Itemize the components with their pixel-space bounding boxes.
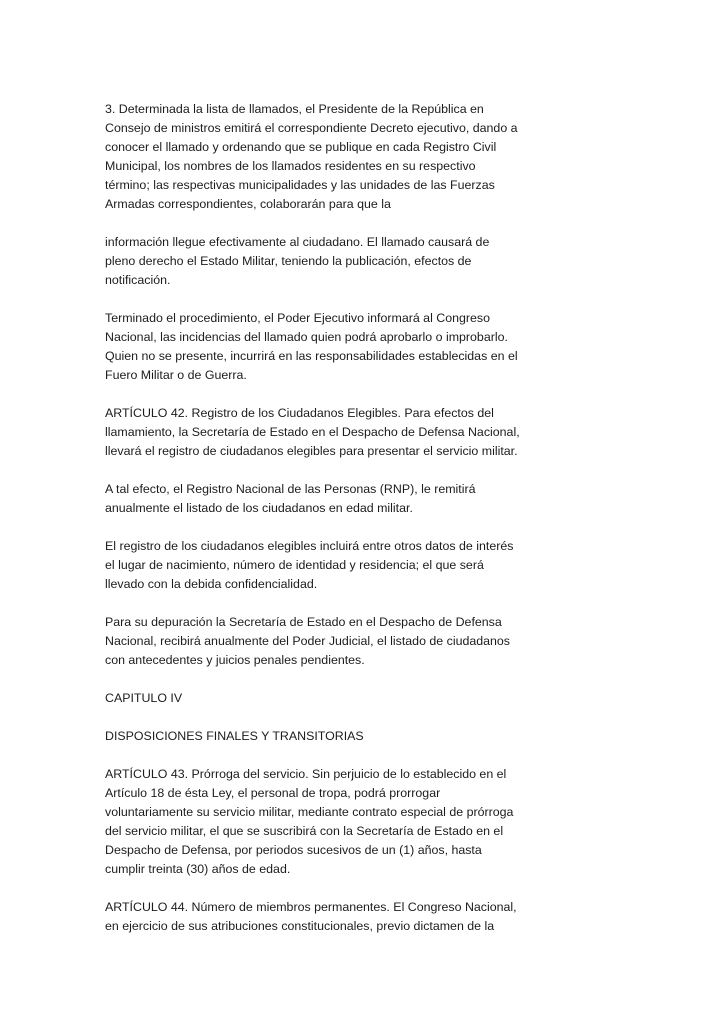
- paragraph-informacion-ciudadano: [105, 233, 545, 290]
- paragraph-llamados-decreto: [105, 100, 545, 214]
- text-line: El registro de los ciudadanos elegibles incluirá entre otros datos de interés: [105, 539, 514, 553]
- text-line: Terminado el procedimiento, el Poder Ejecutivo informará al Congreso: [105, 311, 490, 325]
- text-line: 3. Determinada la lista de llamados, el Presidente de la República en: [105, 102, 484, 116]
- text-line: Nacional, las incidencias del llamado quien podrá aprobarlo o improbarlo.: [105, 330, 508, 344]
- text-line: llevará el registro de ciudadanos elegibles para presentar el servicio militar.: [105, 444, 518, 458]
- document-page: [105, 100, 545, 955]
- text-line: pleno derecho el Estado Militar, teniendo la publicación, efectos de: [105, 254, 472, 268]
- section-heading: [105, 727, 545, 746]
- text-line: voluntariamente su servicio militar, mediante contrato especial de prórroga: [105, 805, 514, 819]
- text-line: Nacional, recibirá anualmente del Poder Judicial, el listado de ciudadanos: [105, 634, 511, 648]
- text-line: en ejercicio de sus atribuciones constitucionales, previo dictamen de la: [105, 919, 495, 933]
- paragraph-articulo-44: [105, 898, 545, 936]
- text-line: llevado con la debida confidencialidad.: [105, 577, 318, 591]
- text-line: información llegue efectivamente al ciudadano. El llamado causará de: [105, 235, 490, 249]
- paragraph-depuracion: [105, 613, 545, 670]
- paragraph-rnp: [105, 480, 545, 518]
- text-line: el lugar de nacimiento, número de identidad y residencia; el que será: [105, 558, 484, 572]
- paragraph-procedimiento-terminado: [105, 309, 545, 385]
- text-line: conocer el llamado y ordenando que se publique en cada Registro Civil: [105, 140, 497, 154]
- text-line: Despacho de Defensa, por periodos sucesivos de un (1) años, hasta: [105, 843, 482, 857]
- text-line: Artículo 18 de ésta Ley, el personal de tropa, podrá prorrogar: [105, 786, 441, 800]
- chapter-heading: [105, 689, 545, 708]
- text-line: Armadas correspondientes, colaborarán para que la: [105, 197, 391, 211]
- text-line: Consejo de ministros emitirá el correspondiente Decreto ejecutivo, dando a: [105, 121, 518, 135]
- text-line: ARTÍCULO 43. Prórroga del servicio. Sin perjuicio de lo establecido en el: [105, 767, 507, 781]
- text-line: Para su depuración la Secretaría de Estado en el Despacho de Defensa: [105, 615, 502, 629]
- text-line: ARTÍCULO 44. Número de miembros permanentes. El Congreso Nacional,: [105, 900, 517, 914]
- paragraph-registro-elegibles: [105, 537, 545, 594]
- text-line: Fuero Militar o de Guerra.: [105, 368, 247, 382]
- text-line: cumplir treinta (30) años de edad.: [105, 862, 291, 876]
- text-line: DISPOSICIONES FINALES Y TRANSITORIAS: [105, 729, 364, 743]
- text-line: anualmente el listado de los ciudadanos en edad militar.: [105, 501, 413, 515]
- paragraph-articulo-43: [105, 765, 545, 879]
- text-line: con antecedentes y juicios penales pendientes.: [105, 653, 365, 667]
- text-line: término; las respectivas municipalidades y las unidades de las Fuerzas: [105, 178, 495, 192]
- text-line: notificación.: [105, 273, 171, 287]
- paragraph-articulo-42: [105, 404, 545, 461]
- text-line: llamamiento, la Secretaría de Estado en el Despacho de Defensa Nacional,: [105, 425, 520, 439]
- text-line: Municipal, los nombres de los llamados residentes en su respectivo: [105, 159, 476, 173]
- text-line: del servicio militar, el que se suscribirá con la Secretaría de Estado en el: [105, 824, 504, 838]
- text-line: A tal efecto, el Registro Nacional de las Personas (RNP), le remitirá: [105, 482, 476, 496]
- text-line: ARTÍCULO 42. Registro de los Ciudadanos Elegibles. Para efectos del: [105, 406, 494, 420]
- text-line: CAPITULO IV: [105, 691, 183, 705]
- text-line: Quien no se presente, incurrirá en las responsabilidades establecidas en el: [105, 349, 518, 363]
